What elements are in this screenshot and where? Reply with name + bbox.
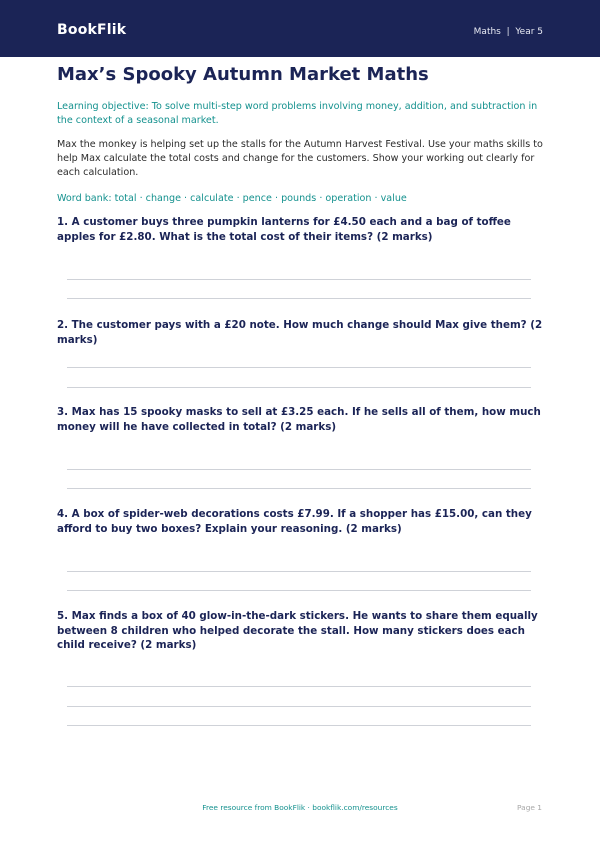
answer-line[interactable] xyxy=(67,279,531,280)
answer-line[interactable] xyxy=(67,298,531,299)
brand-logo: BookFlik xyxy=(57,22,127,38)
subject-year-label: Maths | Year 5 xyxy=(473,27,543,37)
question-1: 1. A customer buys three pumpkin lanterns for £4.50 each and a bag of toffee apples for £2.80. What is the total cost of their items? (2 marks) xyxy=(57,216,511,243)
answer-line[interactable] xyxy=(67,571,531,572)
learning-objective: Learning objective: To solve multi-step word problems involving money, addition, and subtraction in the context of a seasonal market. xyxy=(57,101,538,126)
worksheet-intro xyxy=(57,64,543,206)
intro-paragraph: Max the monkey is helping set up the stalls for the Autumn Harvest Festival. Use your maths skills to help Max calculate the total costs and change for the customers. Show your working out clearly for each calculation. xyxy=(57,139,543,178)
question-4: 4. A box of spider-web decorations costs £7.99. If a shopper has £15.00, can they afford to buy two boxes? Explain your reasoning. (2 marks) xyxy=(57,508,532,535)
question-2: 2. The customer pays with a £20 note. How much change should Max give them? (2 marks) xyxy=(57,319,543,346)
answer-line[interactable] xyxy=(67,706,531,707)
answer-line[interactable] xyxy=(67,387,531,388)
page-title: Max’s Spooky Autumn Market Maths xyxy=(57,64,429,85)
question-3: 3. Max has 15 spooky masks to sell at £3.25 each. If he sells all of them, how much money will he have collected in total? (2 marks) xyxy=(57,406,541,433)
question-5: 5. Max finds a box of 40 glow-in-the-dark stickers. He wants to share them equally between 8 children who helped decorate the stall. How many stickers does each child receive? (2 marks) xyxy=(57,610,538,651)
answer-line[interactable] xyxy=(67,367,531,368)
answer-line[interactable] xyxy=(67,590,531,591)
footer-credit: Free resource from BookFlik · bookflik.com/resources xyxy=(202,803,398,812)
answer-line[interactable] xyxy=(67,469,531,470)
word-bank: Word bank: total · change · calculate · pence · pounds · operation · value xyxy=(57,193,407,204)
answer-line[interactable] xyxy=(67,725,531,726)
header-bar xyxy=(0,0,600,57)
answer-line[interactable] xyxy=(67,488,531,489)
page-number: Page 1 xyxy=(517,803,542,812)
answer-line[interactable] xyxy=(67,686,531,687)
